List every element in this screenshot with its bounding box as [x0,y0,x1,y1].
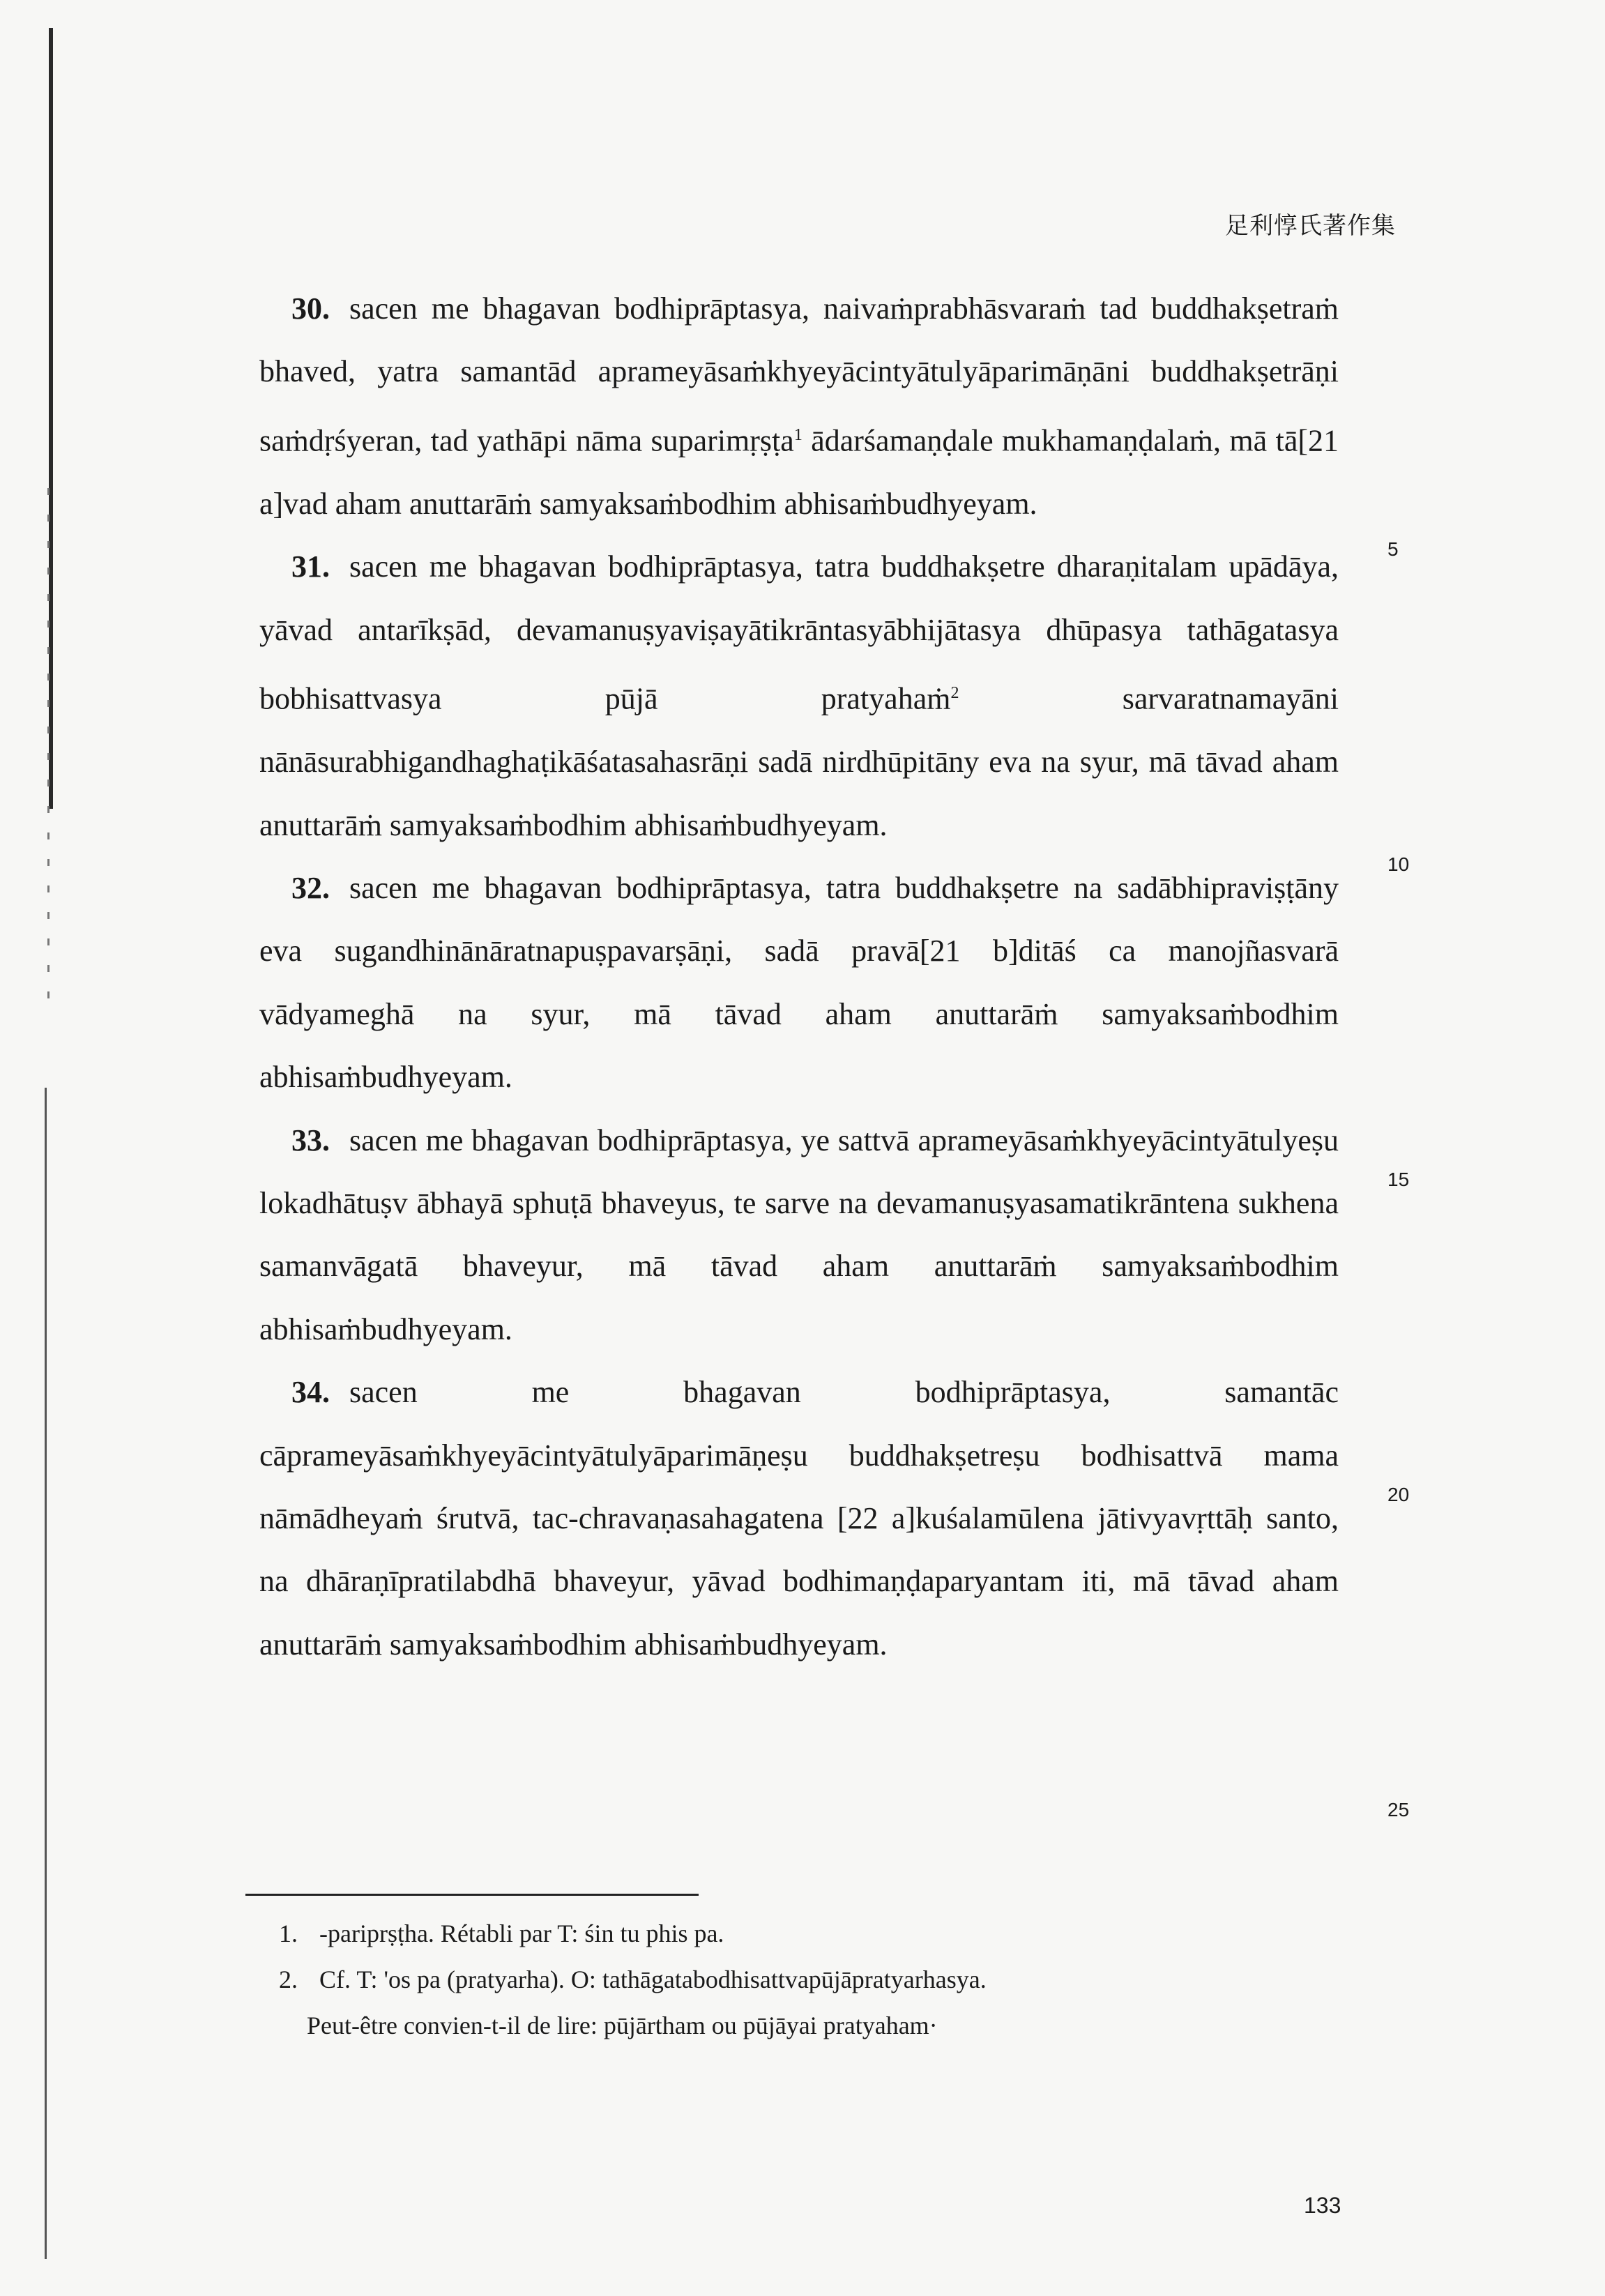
footnote-1 [279,1910,1339,1956]
footnotes [279,1910,1339,2048]
paragraph-number: 34. [291,1375,330,1410]
paragraph-text: sacen me bhagavan bodhiprāptasya, tatra buddhakṣetre dharaṇitalam upādāya, yāvad antarīkṣād, devamanuṣyaviṣayātikrāntasyābhijātasya dhūpasya tathāgatasya bobhisattvasya pūjā pratyahaṁ [259,549,1339,716]
paragraph-text: sacen me bhagavan bodhiprāptasya, samantāc cāprameyāsaṁkhyeyācintyātulyāparimāṇeṣu buddhakṣetreṣu bodhisattvā mama nāmādheyaṁ śrutvā, tac-chravaṇasahagatena [22 a]kuśalamūlena jātivyavṛttāḥ santo, na dhāraṇīpratilabdhā bhaveyur, yāvad bodhimaṇḍaparyantam iti, mā tāvad aham anuttarāṁ samyaksaṁbodhim abhisaṁbudhyeyam. [259,1375,1339,1662]
line-number: 20 [1387,1484,1410,1505]
page-number: 133 [1304,2193,1341,2218]
paragraph-30 [259,278,1339,535]
line-number: 25 [1387,1799,1410,1820]
running-header: 足利惇氏著作集 [1225,212,1396,240]
binding-edge-line-lower [45,1088,47,2259]
paragraph-33 [259,1109,1339,1362]
paragraph-34 [259,1361,1339,1676]
paragraph-text: sacen me bhagavan bodhiprāptasya, naivaṁprabhāsvaraṁ tad buddhakṣetraṁ bhaved, yatra samantād aprameyāsaṁkhyeyācintyātulyāparimāṇāni buddhakṣetrāṇi saṁdṛśyeran, tad yathāpi nāma suparimṛṣṭa [259,291,1339,458]
paragraph-number: 33. [291,1123,330,1157]
paragraph-number: 31. [291,549,330,584]
paragraph-31 [259,535,1339,857]
footnote-ref: 2 [950,684,959,703]
footnote-2 [279,1956,1339,2002]
paragraph-text-cont: sarvaratnamayāni nānāsurabhigandhaghaṭikāśatasahasrāṇi sadā nirdhūpitāny eva na syur, mā tāvad aham anuttarāṁ samyaksaṁbodhim abhisaṁbudhyeyam. [259,681,1339,842]
paragraph-32 [259,857,1339,1109]
line-number: 5 [1387,538,1399,560]
footnote-number: 2. [279,1966,298,1993]
paragraph-text: sacen me bhagavan bodhiprāptasya, ye sattvā aprameyāsaṁkhyeyācintyātulyeṣu lokadhātuṣv ābhayā sphuṭā bhaveyus, te sarve na devamanuṣyasamatikrāntena sukhena samanvāgatā bhaveyur, mā tāvad aham anuttarāṁ samyaksaṁbodhim abhisaṁbudhyeyam. [259,1123,1339,1346]
line-number: 10 [1387,853,1410,875]
footnote-number: 1. [279,1919,298,1947]
footnote-text: -pariprṣṭha. Rétabli par T: śin tu phis pa. [319,1919,724,1947]
binding-perforation [47,488,50,1018]
paragraph-number: 32. [291,870,330,905]
paragraph-number: 30. [291,291,330,326]
footnote-ref: 1 [793,425,803,444]
footnote-text: Cf. T: 'os pa (pratyarha). O: tathāgatabodhisattvapūjāpratyarhasya. [319,1966,987,1993]
line-number: 15 [1387,1169,1410,1190]
main-text [259,278,1339,1676]
footnote-2-continuation: Peut-être convien-t-il de lire: pūjārtham ou pūjāyai pratyaham· [307,2012,938,2039]
paragraph-text-cont: ādarśamaṇḍale mukhamaṇḍalaṁ, mā tā[21 a]vad aham anuttarāṁ samyaksaṁbodhim abhisaṁbudhyeyam. [259,423,1339,521]
paragraph-text: sacen me bhagavan bodhiprāptasya, tatra buddhakṣetre na sadābhipraviṣṭāny eva sugandhinānāratnapuṣpavarṣāṇi, sadā pravā[21 b]ditāś ca manojñasvarā vādyameghā na syur, mā tāvad aham anuttarāṁ samyaksaṁbodhim abhisaṁbudhyeyam. [259,870,1339,1095]
footnote-rule [245,1894,699,1896]
